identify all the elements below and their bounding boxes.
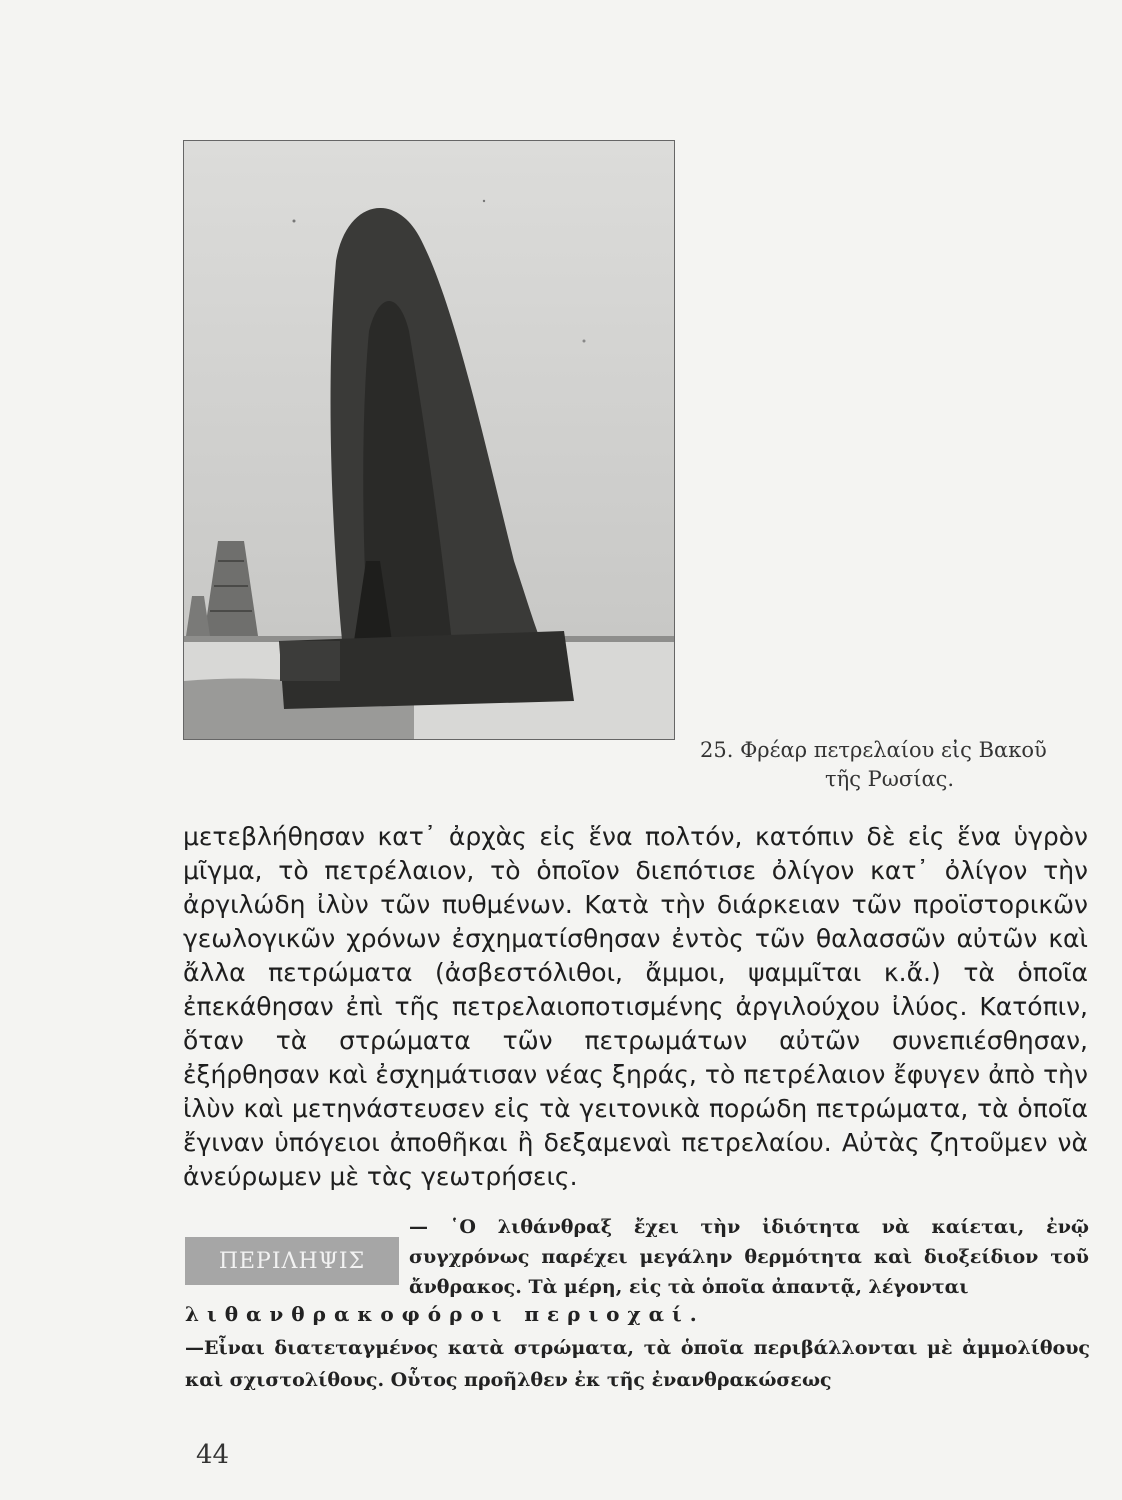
page-number: 44 [196,1440,230,1470]
caption-line-1: 25. Φρέαρ πετρελαίου εἰς Βακοῦ [700,738,1047,762]
oil-well-photo [183,140,675,740]
body-paragraph: μετεβλήθησαν κατ᾽ ἀρχὰς εἰς ἕνα πολτόν, κατόπιν δὲ εἰς ἕνα ὑγρὸν μῖγμα, τὸ πετρέλαιον, τὸ ὁποῖον διεπότισε ὀλίγον κατ᾽ ὀλίγον τὴν ἀργιλώδη ἰλὺν τῶν πυθμένων. Κατὰ τὴν διάρκειαν τῶν προϊστορικῶν γεωλογικῶν χρόνων ἐσχηματίσθησαν ἐντὸς τῶν θαλασσῶν αὐτῶν καὶ ἄλλα πετρώματα (ἀσβεστόλιθοι, ἄμμοι, ψαμμῖται κ.ἄ.) τὰ ὁποῖα ἐπεκάθησαν ἐπὶ τῆς πετρελαιοποτισμένης ἀργιλούχου ἰλύος. Κατόπιν, ὅταν τὰ στρώματα τῶν πετρωμάτων αὐτῶν συνεπιέσθησαν, ἐξήρθησαν καὶ ἐσχημάτισαν νέας ξηράς, τὸ πετρέλαιον ἔφυγεν ἀπὸ τὴν ἰλὺν καὶ μετηνάστευσεν εἰς τὰ γειτονικὰ πορώδη πετρώματα, τὰ ὁποῖα ἔγιναν ὑπόγειοι ἀποθῆκαι ἢ δεξαμεναὶ πετρελαίου. Αὐτὰς ζητοῦμεν νὰ ἀνεύρωμεν μὲ τὰς γεωτρήσεις. [183,822,1088,1191]
summary-paragraph-2: —Εἶναι διατεταγμένος κατὰ στρώματα, τὰ ὁποῖα περιβάλλονται μὲ ἀμμολίθους καὶ σχιστολίθους. Οὗτος προῆλθεν ἐκ τῆς ἐνανθρακώσεως [185,1337,1090,1391]
caption-line-2: τῆς Ρωσίας. [825,767,955,791]
summary-paragraph-1: — ῾Ο λιθάνθραξ ἔχει τὴν ἰδιότητα νὰ καίεται, ἐνῷ συγχρόνως παρέχει μεγάλην θερμότητα καὶ διοξείδιον τοῦ ἄνθρακος. Τὰ μέρη, εἰς τὰ ὁποῖα ἀπαντᾷ, λέγονται [409,1216,1089,1298]
summary-label: ΠΕΡΙΛΗΨΙΣ [185,1237,399,1285]
oil-gusher-illustration [184,141,674,739]
summary-spaced-term: λιθανθρακοφόροι περιοχαί. [185,1302,705,1326]
figure-caption [700,736,1070,794]
